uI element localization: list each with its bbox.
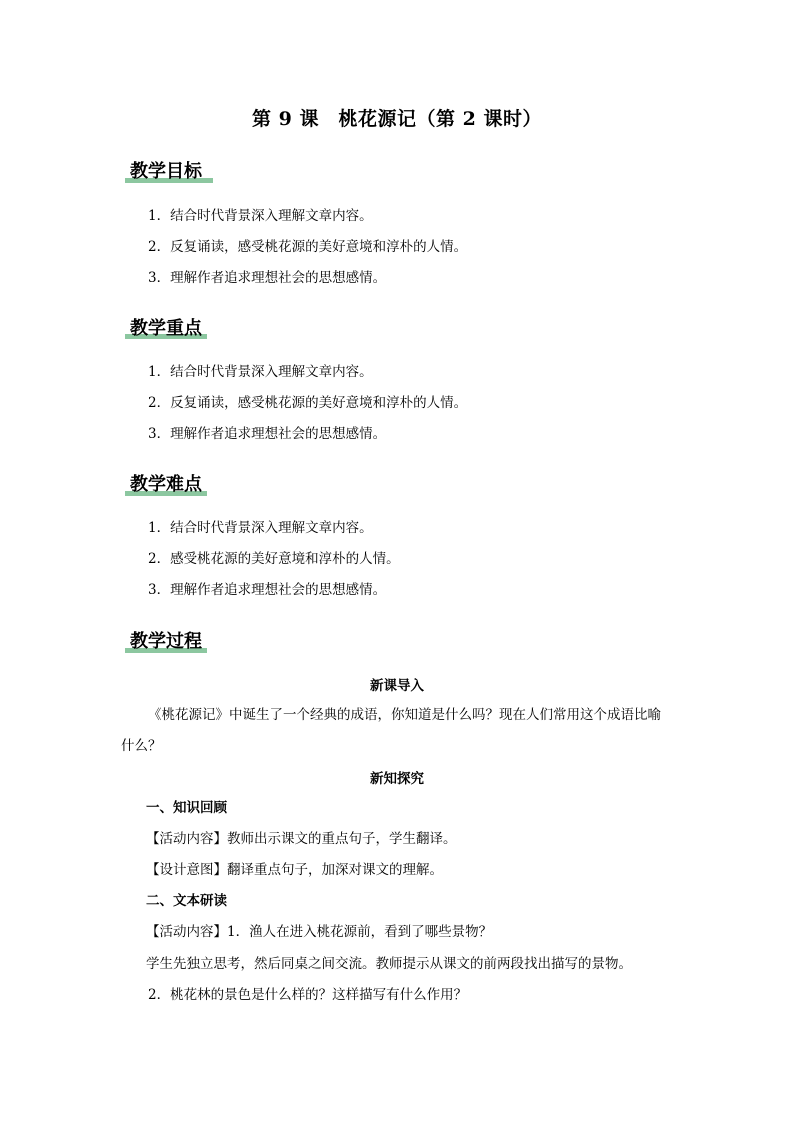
- list-item: 1．结合时代背景深入理解文章内容。: [148, 208, 373, 224]
- paragraph-line: 什么？: [121, 738, 162, 754]
- paragraph-line: 2．桃花林的景色是什么样的？这样描写有什么作用？: [148, 987, 468, 1003]
- list-item: 2．感受桃花源的美好意境和淳朴的人情。: [148, 551, 400, 567]
- activity-content: 【活动内容】教师出示课文的重点句子，学生翻译。: [146, 831, 457, 847]
- subsection-title-intro: 新课导入: [370, 678, 424, 694]
- design-intent: 【设计意图】翻译重点句子，加深对课文的理解。: [146, 862, 443, 878]
- section-heading-process: 教学过程: [130, 631, 202, 652]
- list-item: 1．结合时代背景深入理解文章内容。: [148, 520, 373, 536]
- list-item: 1．结合时代背景深入理解文章内容。: [148, 364, 373, 380]
- paragraph-line: 《桃花源记》中诞生了一个经典的成语，你知道是什么吗？现在人们常用这个成语比喻: [148, 707, 661, 723]
- section-heading-key-points: 教学重点: [130, 318, 202, 339]
- activity-content: 【活动内容】1．渔人在进入桃花源前，看到了哪些景物？: [146, 924, 493, 940]
- part-title: 一、知识回顾: [146, 800, 227, 816]
- list-item: 2．反复诵读，感受桃花源的美好意境和淳朴的人情。: [148, 239, 468, 255]
- section-heading-difficulties: 教学难点: [130, 474, 202, 495]
- page-title: 第 9 课 桃花源记（第 2 课时）: [252, 108, 542, 130]
- list-item: 2．反复诵读，感受桃花源的美好意境和淳朴的人情。: [148, 395, 468, 411]
- list-item: 3．理解作者追求理想社会的思想感情。: [148, 426, 387, 442]
- paragraph-line: 学生先独立思考，然后同桌之间交流。教师提示从课文的前两段找出描写的景物。: [146, 956, 632, 972]
- section-heading-objectives: 教学目标: [130, 161, 202, 182]
- list-item: 3．理解作者追求理想社会的思想感情。: [148, 582, 387, 598]
- subsection-title-explore: 新知探究: [370, 771, 424, 787]
- list-item: 3．理解作者追求理想社会的思想感情。: [148, 270, 387, 286]
- part-title: 二、文本研读: [146, 893, 227, 909]
